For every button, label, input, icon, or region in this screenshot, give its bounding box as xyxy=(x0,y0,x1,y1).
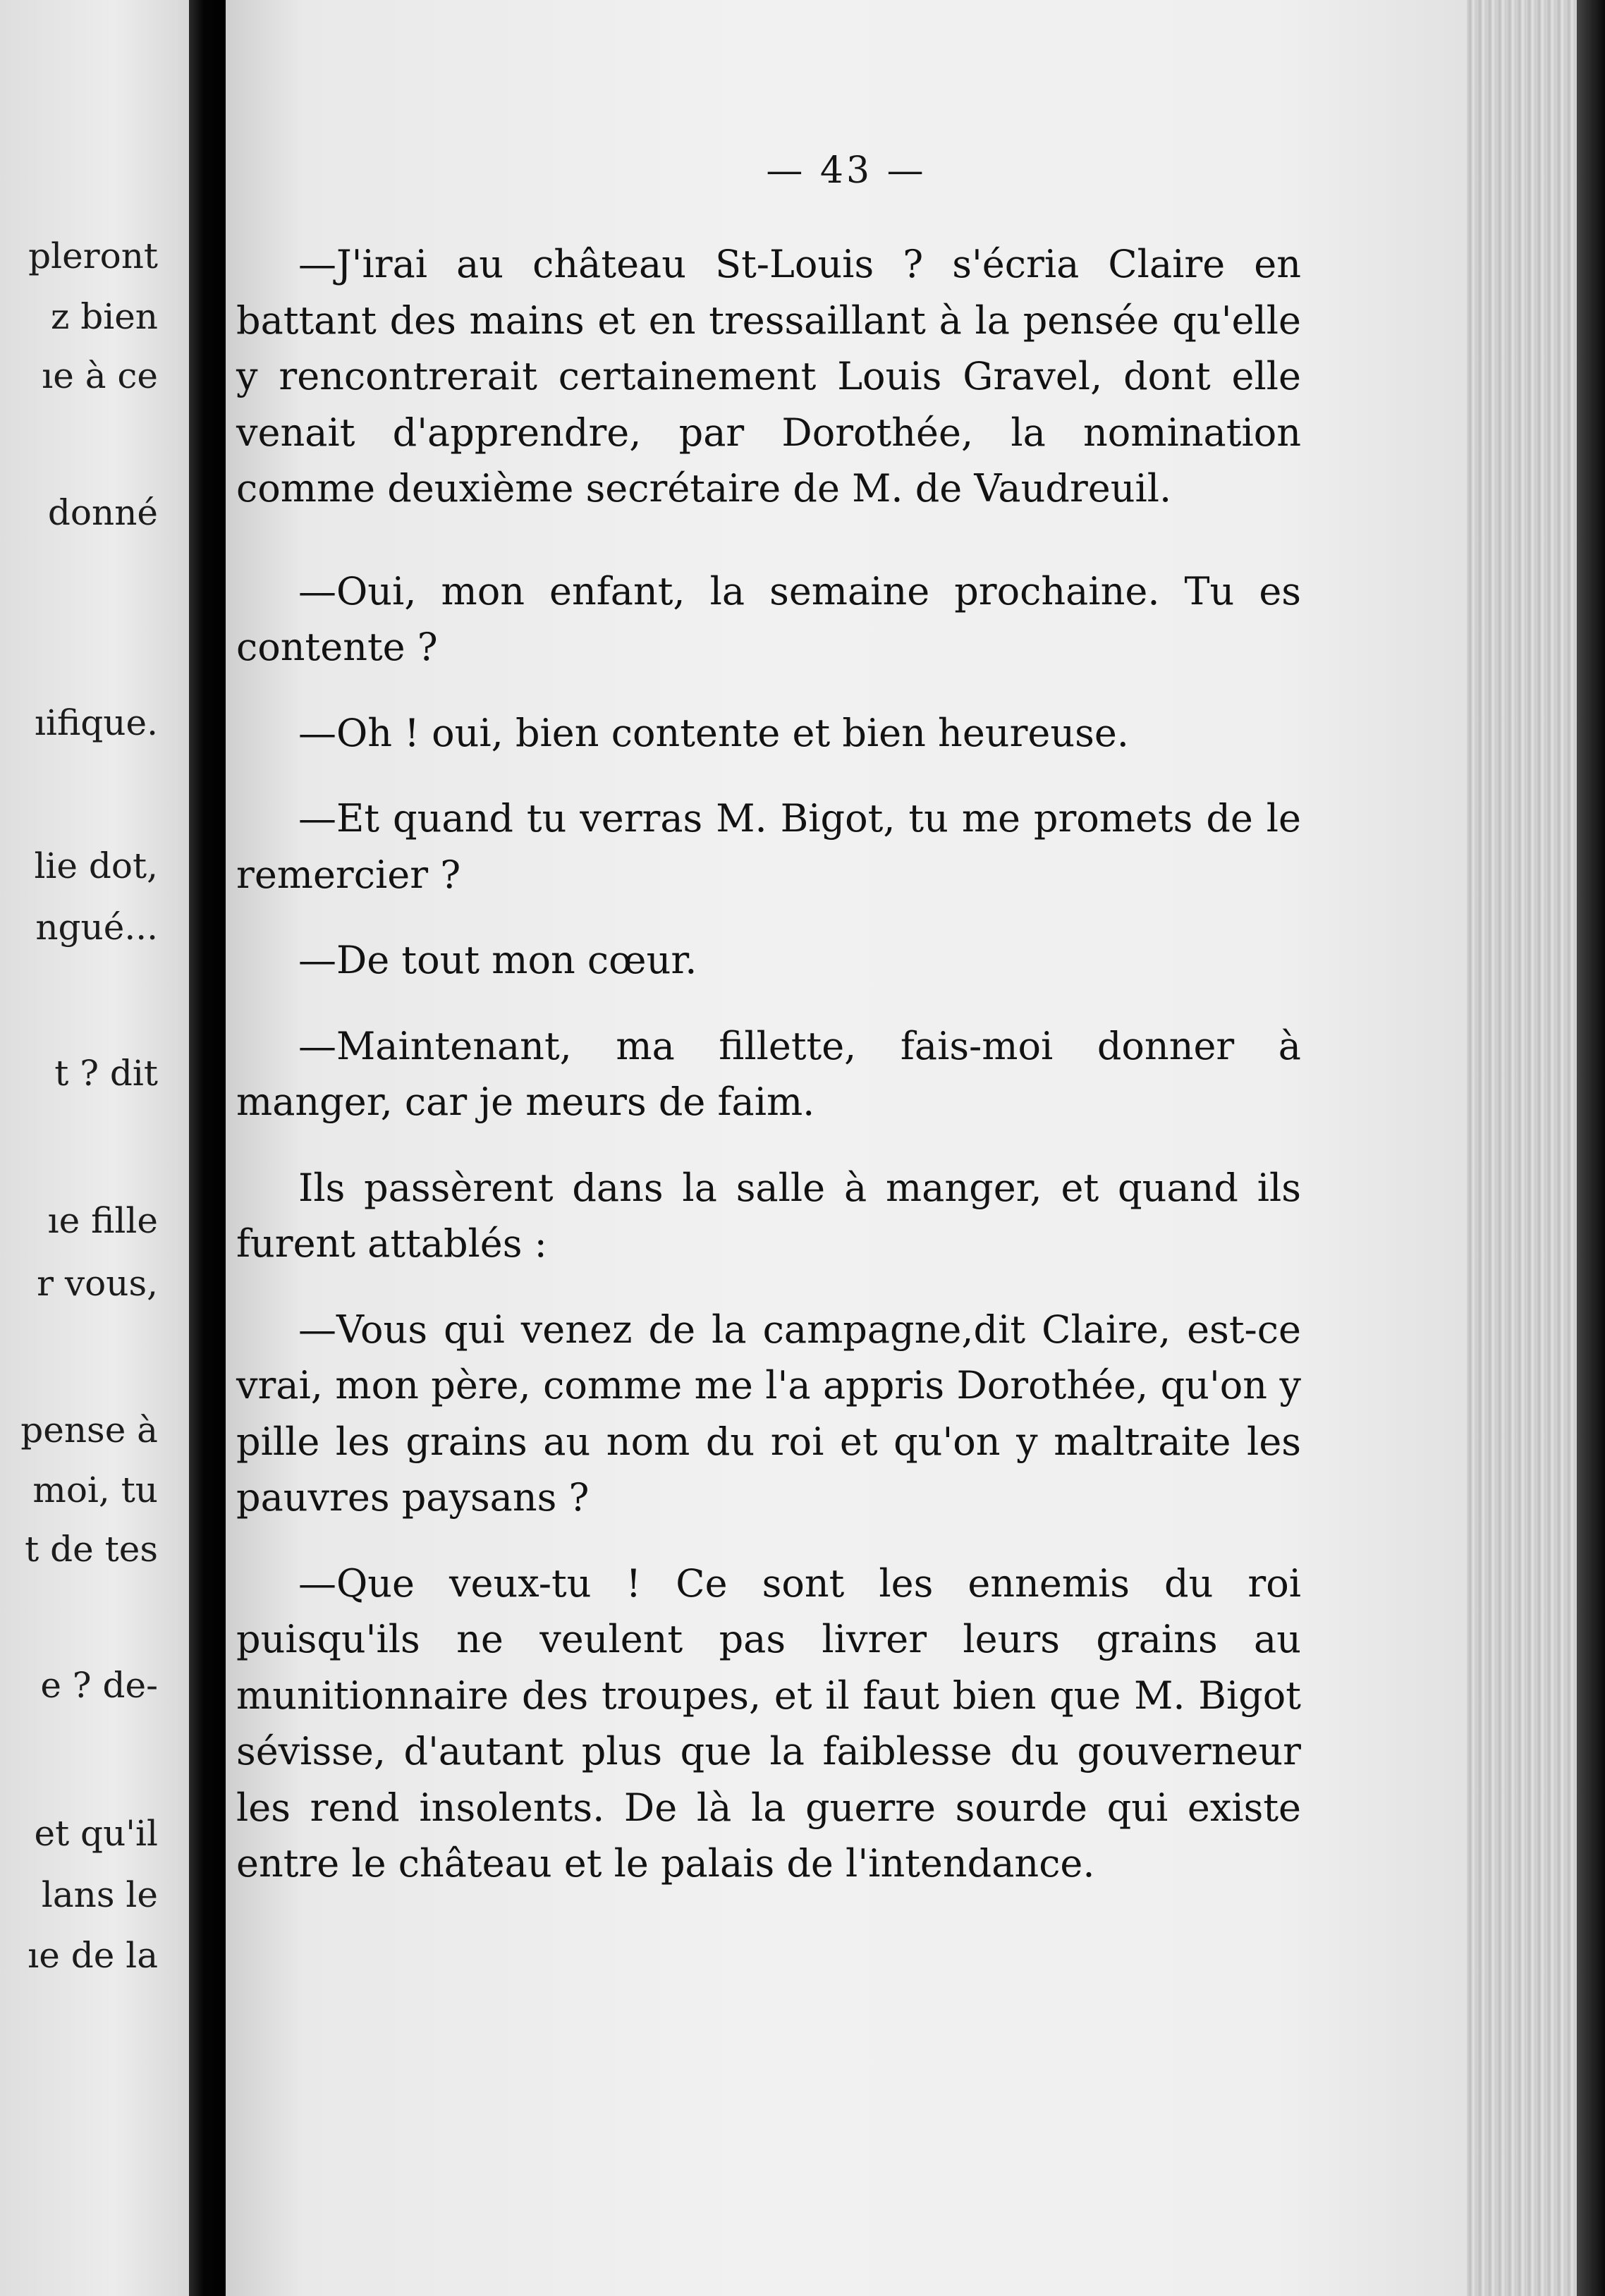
paragraph: —Oui, mon enfant, la semaine prochaine. Tu es contente ? xyxy=(236,568,1301,669)
page-edge-shadow xyxy=(1577,0,1605,2296)
left-line-fragment: ıifique. xyxy=(34,702,158,743)
left-line-fragment: pleront xyxy=(28,236,158,276)
left-line-fragment: ıe fille xyxy=(47,1200,158,1241)
paragraph: —Oh ! oui, bien contente et bien heureuse. xyxy=(298,710,1129,755)
paragraph: Ils passèrent dans la salle à manger, et quand ils furent attablés : xyxy=(236,1165,1301,1266)
paragraph: —Que veux-tu ! Ce sont les ennemis du roi puisqu'ils ne veulent pas livrer leurs grains au munitionnaire des troupes, et il faut bien que M. Bigot sévisse, d'autant plus que la faiblesse du gouverneur les rend insolents. De là la guerre sourde qui existe entre le château et le palais de l'intendance. xyxy=(236,1561,1301,1886)
paragraph: —J'irai au château St-Louis ? s'écria Claire en battant des mains et en tressaillant à la pensée qu'elle y rencontrerait certainement Louis Gravel, dont elle venait d'apprendre, par Dorothée, la nomination comme deuxième secrétaire de M. de Vaudreuil. xyxy=(236,242,1301,511)
left-line-fragment: pense à xyxy=(20,1410,158,1451)
paragraph: —Maintenant, ma fillette, fais-moi donner à manger, car je meurs de faim. xyxy=(236,1023,1301,1124)
left-line-fragment: donné xyxy=(47,492,158,533)
left-line-fragment: e ? de- xyxy=(40,1665,158,1706)
left-line-fragment: ngué... xyxy=(35,907,158,948)
left-line-fragment: t ? dit xyxy=(54,1053,158,1094)
page-number xyxy=(0,149,1605,192)
left-line-fragment: ıe de la xyxy=(28,1935,158,1976)
left-line-fragment: moi, tu xyxy=(32,1470,158,1510)
left-page xyxy=(0,0,189,2296)
left-line-fragment: lans le xyxy=(41,1874,158,1915)
left-line-fragment: z bien xyxy=(50,296,158,337)
paragraph: —Et quand tu verras M. Bigot, tu me promets de le remercier ? xyxy=(236,796,1301,897)
page-number-text: — 43 — xyxy=(766,149,927,192)
left-line-fragment: r vous, xyxy=(37,1263,158,1304)
left-page-text xyxy=(0,0,189,2296)
paragraph: —Vous qui venez de la campagne,dit Claire, est-ce vrai, mon père, comme me l'a appris Dorothée, qu'on y pille les grains au nom du roi et qu'on y maltraite les pauvres paysans ? xyxy=(236,1307,1301,1520)
left-line-fragment: t de tes xyxy=(25,1529,158,1570)
book-gutter xyxy=(189,0,226,2296)
left-line-fragment: ıe à ce xyxy=(42,355,158,396)
left-line-fragment: lie dot, xyxy=(34,845,158,886)
left-line-fragment: et qu'il xyxy=(34,1813,158,1854)
page-body-text xyxy=(236,236,1301,1892)
paragraph: —De tout mon cœur. xyxy=(298,938,697,982)
